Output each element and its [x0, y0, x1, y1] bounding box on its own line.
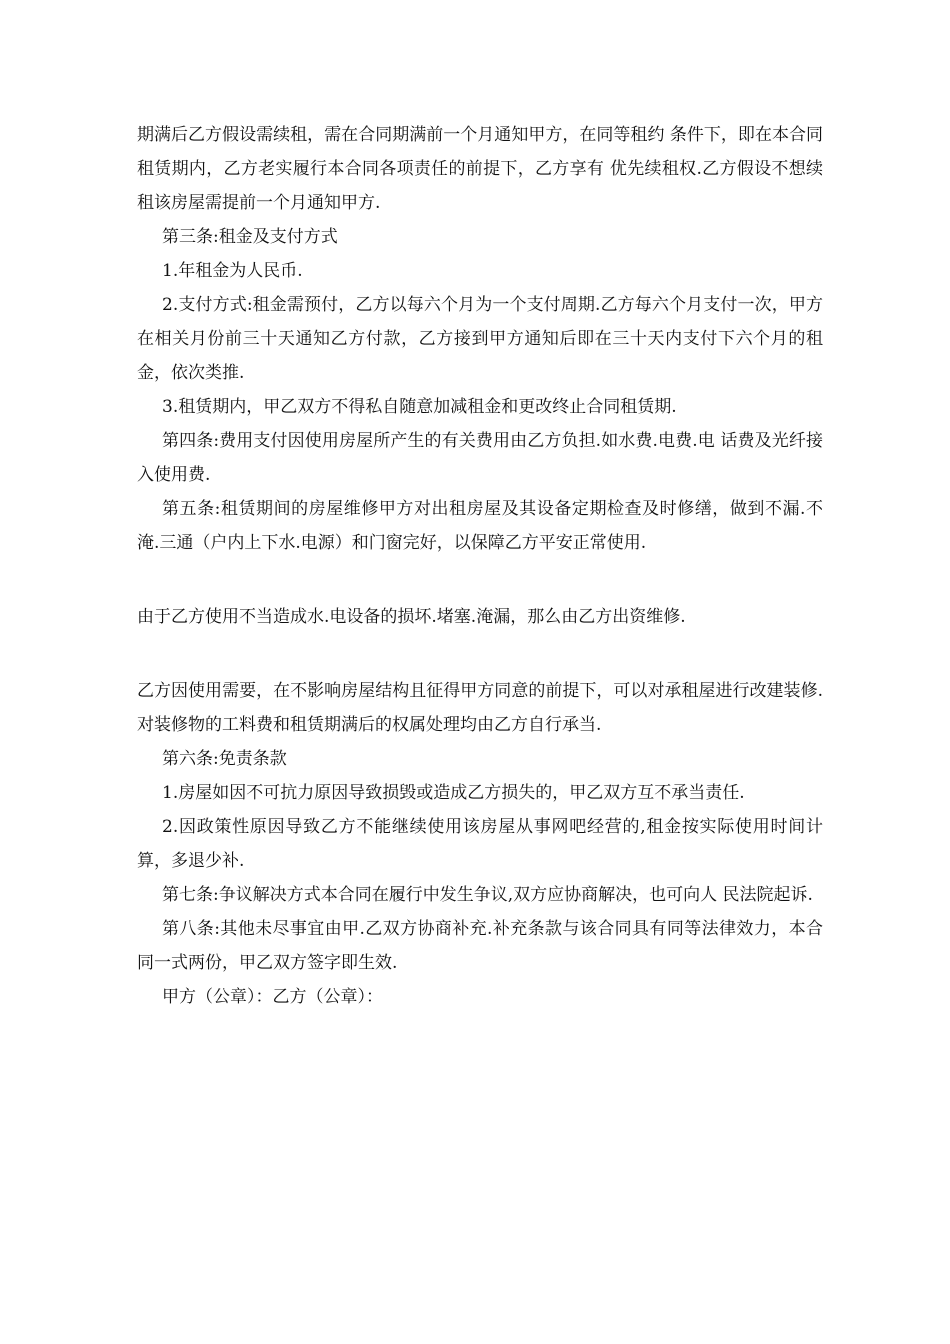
- paragraph-article-7: 第七条:争议解决方式本合同在履行中发生争议,双方应协商解决，也可向人 民法院起诉.: [162, 885, 813, 905]
- paragraph-renewal: 期满后乙方假设需续租，需在合同期满前一个月通知甲方，在同等租约 条件下，即在本合同租赁期内，乙方老实履行本合同各项责任的前提下，乙方享有 优先续租权.乙方假设不想续租该房屋需提前一个月通知甲方.: [137, 125, 823, 213]
- document-body: [137, 118, 823, 1014]
- paragraph-payment-method: 2.支付方式:租金需预付，乙方以每六个月为一个支付周期.乙方每六个月支付一次，甲方在相关月份前三十天通知乙方付款，乙方接到甲方通知后即在三十天内支付下六个月的租金，依次类推.: [137, 295, 823, 383]
- paragraph-force-majeure: 1.房屋如因不可抗力原因导致损毁或造成乙方损失的，甲乙双方互不承当责任.: [162, 783, 745, 803]
- paragraph-gap: [137, 634, 823, 674]
- paragraph-damage-repair: 由于乙方使用不当造成水.电设备的损坏.堵塞.淹漏，那么由乙方出资维修.: [137, 607, 686, 627]
- paragraph-rent-change: 3.租赁期内，甲乙双方不得私自随意加减租金和更改终止合同租赁期.: [162, 397, 677, 417]
- paragraph-annual-rent: 1.年租金为人民币.: [162, 261, 303, 281]
- paragraph-article-4: 第四条:费用支付因使用房屋所产生的有关费用由乙方负担.如水费.电费.电 话费及光纤接入使用费.: [137, 431, 823, 485]
- paragraph-article-5: 第五条:租赁期间的房屋维修甲方对出租房屋及其设备定期检查及时修缮，做到不漏.不淹.三通（户内上下水.电源）和门窗完好，以保障乙方平安正常使用.: [137, 499, 823, 553]
- signature-line: 甲方（公章）：乙方（公章）：: [162, 987, 383, 1007]
- heading-article-3: 第三条:租金及支付方式: [162, 227, 338, 247]
- heading-article-6: 第六条:免责条款: [162, 749, 287, 769]
- paragraph-policy-reason: 2.因政策性原因导致乙方不能继续使用该房屋从事网吧经营的,租金按实际使用时间计算，多退少补.: [137, 817, 823, 871]
- paragraph-article-8: 第八条:其他未尽事宜由甲.乙双方协商补充.补充条款与该合同具有同等法律效力，本合同一式两份，甲乙双方签字即生效.: [137, 919, 823, 973]
- paragraph-gap: [137, 560, 823, 600]
- paragraph-renovation: 乙方因使用需要，在不影响房屋结构且征得甲方同意的前提下，可以对承租屋进行改建装修.对装修物的工料费和租赁期满后的权属处理均由乙方自行承当.: [137, 681, 823, 735]
